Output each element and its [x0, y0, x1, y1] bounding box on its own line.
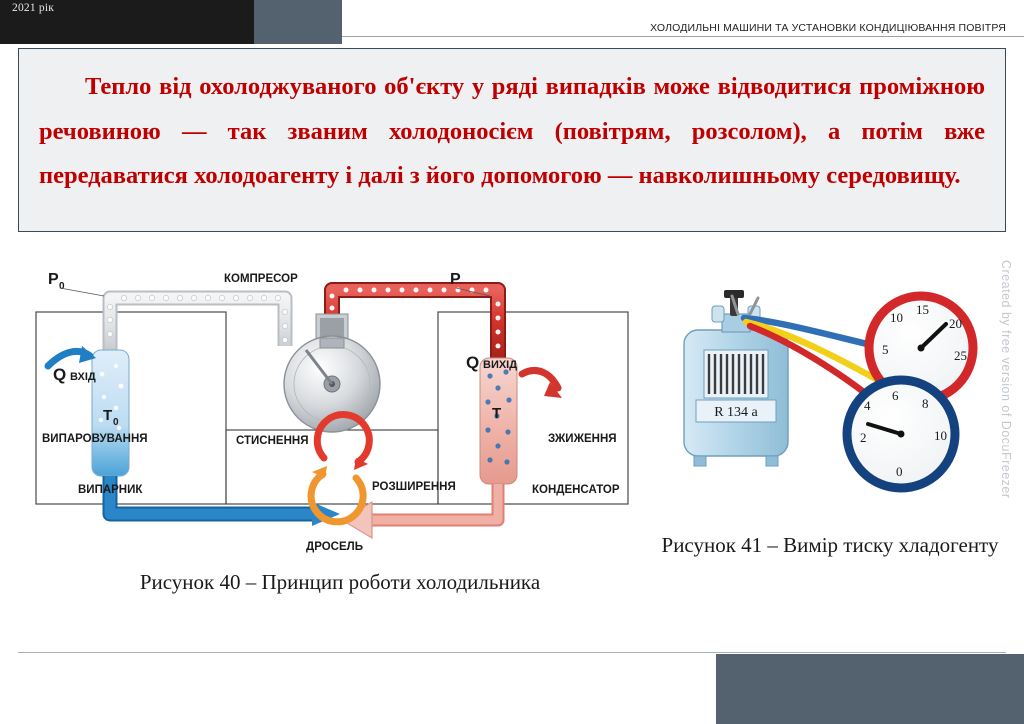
- fig40-label-expansion: РОЗШИРЕННЯ: [372, 481, 456, 493]
- figure-41-diagram: [666, 288, 996, 518]
- header-divider: [342, 36, 1024, 37]
- fig41-gauge-low-tick-8: 8: [922, 396, 929, 411]
- fig41-refrigerant-cylinder: [684, 290, 788, 466]
- fig40-label-compression: СТИСНЕННЯ: [236, 435, 309, 447]
- fig40-label-throttle: ДРОСЕЛЬ: [306, 541, 363, 553]
- watermark-text: Created by free version of DocuFreezer: [999, 260, 1013, 499]
- fig41-gauge-high-tick-15: 15: [916, 302, 929, 317]
- fig41-gauge-low-tick-10: 10: [934, 428, 947, 443]
- fig40-heat-out-arrow: [522, 370, 562, 398]
- fig40-liquid-line-cold: [110, 476, 340, 526]
- svg-text:ВИХІД: ВИХІД: [483, 359, 518, 371]
- fig41-gauge-low-pressure: [847, 380, 955, 488]
- fig41-gauge-low-tick-0: 0: [896, 464, 903, 479]
- fig40-evaporator-vessel: [92, 350, 129, 476]
- figure-40-caption: Рисунок 40 – Принцип роботи холодильника: [139, 570, 541, 594]
- fig40-label-q-in: Q: [53, 365, 67, 384]
- header-accent-block: [254, 0, 342, 44]
- fig40-heat-in-arrow: [48, 346, 96, 366]
- fig40-label-t: T: [492, 405, 502, 422]
- watermark: [999, 260, 1022, 560]
- body-text-box: [18, 48, 1006, 232]
- svg-text:0: 0: [59, 281, 65, 292]
- fig41-gauge-low-tick-6: 6: [892, 388, 899, 403]
- fig40-label-t0: T: [103, 407, 113, 424]
- slide-header: [0, 0, 1024, 44]
- figure-41-caption: Рисунок 41 – Вимір тиску хладогенту: [661, 533, 999, 557]
- fig40-label-p: P: [450, 271, 461, 288]
- fig40-label-evaporator: ВИПАРНИК: [78, 484, 143, 496]
- fig41-gauge-low-tick-2: 2: [860, 430, 867, 445]
- header-title: ХОЛОДИЛЬНІ МАШИНИ ТА УСТАНОВКИ КОНДИЦІЮВАННЯ ПОВІТРЯ: [650, 22, 1006, 34]
- fig41-cylinder-label: R 134 a: [714, 405, 758, 420]
- fig40-label-compressor: КОМПРЕСОР: [224, 273, 298, 285]
- fig40-condenser-vessel: [480, 358, 517, 484]
- svg-text:0: 0: [113, 417, 119, 428]
- fig40-suction-pipe: [107, 295, 287, 354]
- fig40-label-liquefaction: ЗЖИЖЕННЯ: [548, 433, 617, 445]
- figure-40-diagram: [20, 262, 660, 562]
- fig41-gauge-high-tick-20: 20: [949, 316, 962, 331]
- fig40-label-q-out: Q: [466, 353, 480, 372]
- fig40-label-evaporation: ВИПАРОВУВАННЯ: [42, 433, 148, 445]
- footer-divider: [18, 652, 1006, 653]
- header-year: 2021 рік: [12, 2, 55, 14]
- footer-accent-block: [716, 654, 1024, 724]
- fig41-gauge-high-tick-25: 25: [954, 348, 967, 363]
- body-paragraph: Тепло від охолоджуваного об'єкту у ряді випадків може відводитися проміжною речовиною — так званим холодоносієм (повітрям, розсолом), а потім вже передаватися холодоагенту і далі з його допомогою — навколишньому середовищу.: [39, 73, 985, 190]
- fig40-label-condenser: КОНДЕНСАТОР: [532, 484, 620, 496]
- fig41-gauge-high-tick-5: 5: [882, 342, 889, 357]
- fig41-gauge-low-tick-4: 4: [864, 398, 871, 413]
- fig41-gauge-high-tick-10: 10: [890, 310, 903, 325]
- svg-text:ВХІД: ВХІД: [70, 371, 96, 383]
- fig40-label-p0: P: [48, 271, 59, 288]
